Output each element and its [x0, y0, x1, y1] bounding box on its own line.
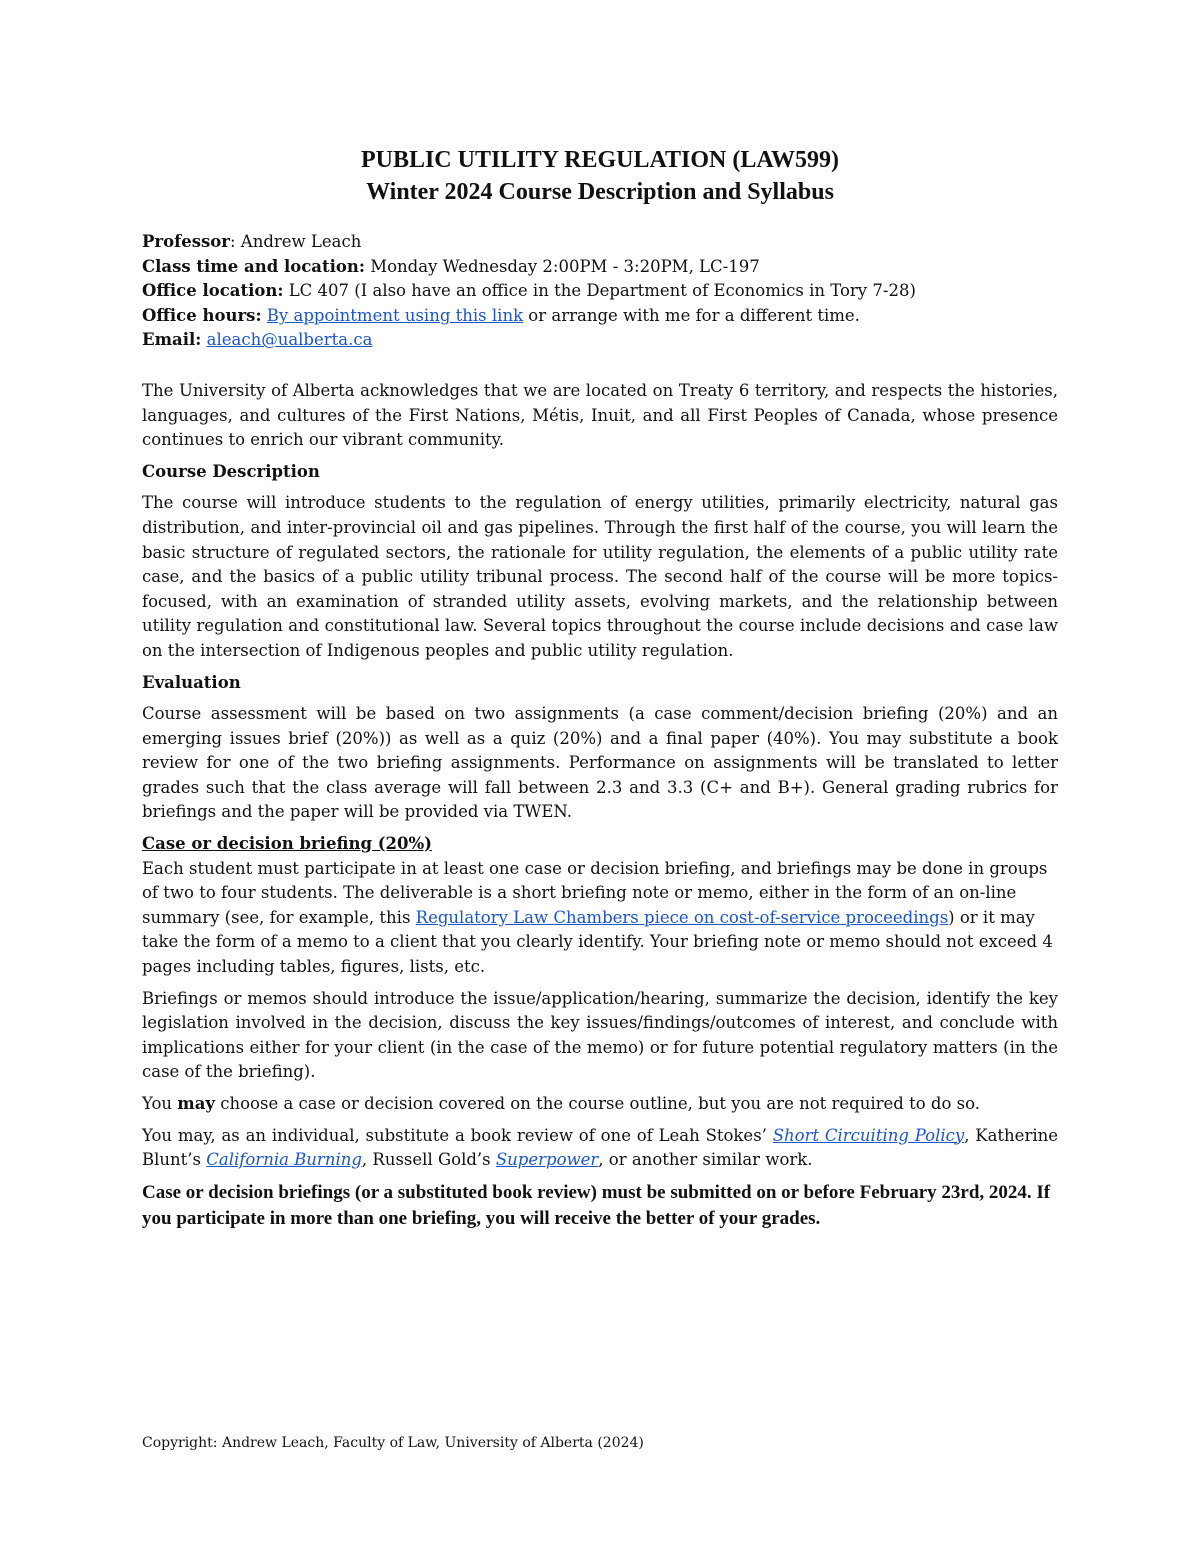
office-hours-link[interactable]: By appointment using this link — [266, 305, 524, 325]
briefing-p4-after: , or another similar work. — [598, 1150, 813, 1170]
email-link[interactable]: aleach@ualberta.ca — [206, 330, 373, 350]
briefing-p1-after: ) or it may take the form of a memo to a client that you clearly identify. Your briefing note or memo should not exceed 4 pages including tables, figures, lists, etc. — [142, 907, 1053, 977]
office-location-line — [142, 279, 1058, 304]
course-description-heading: Course Description — [142, 461, 320, 481]
briefing-deadline: Case or decision briefings (or a substituted book review) must be submitted on or before February 23rd, 2024. If you participate in more than one briefing, you will receive the better of your grades. — [142, 1181, 1051, 1229]
briefing-paragraph-3 — [142, 1092, 1058, 1117]
briefing-paragraph-1 — [142, 857, 1058, 980]
professor-label: Professor — [142, 232, 230, 251]
briefing-p4-before: You may, as an individual, substitute a book review of one of Leah Stokes’ — [142, 1125, 773, 1145]
briefing-p3-bold: may — [177, 1094, 216, 1113]
regulatory-law-chambers-link[interactable]: Regulatory Law Chambers piece on cost-of-service proceedings — [415, 907, 949, 927]
email-line — [142, 328, 1058, 353]
professor-line — [142, 230, 1058, 255]
briefing-heading: Case or decision briefing (20%) — [142, 834, 432, 854]
class-time-value: Monday Wednesday 2:00PM - 3:20PM, LC-197 — [364, 256, 760, 276]
office-location-value: LC 407 (I also have an office in the Department of Economics in Tory 7-28) — [283, 281, 916, 301]
evaluation-text: Course assessment will be based on two assignments (a case comment/decision briefing (20%) and an emerging issues brief (20%)) as well as a quiz (20%) and a final paper (40%). You may substitute a book review for one of the two briefing assignments. Performance on assignments will be translated to letter grades such that the class average will fall between 2.3 and 3.3 (C+ and B+). General grading rubrics for briefings and the paper will be provided via TWEN. — [142, 704, 1058, 822]
office-hours-suffix: or arrange with me for a different time. — [523, 305, 860, 325]
professor-value: : Andrew Leach — [229, 232, 362, 251]
superpower-link[interactable]: Superpower — [495, 1150, 599, 1170]
email-label: Email: — [142, 330, 202, 350]
office-hours-label: Office hours: — [142, 305, 262, 325]
briefing-p4-mid2: , Russell Gold’s — [361, 1150, 496, 1170]
land-acknowledgement: The University of Alberta acknowledges that we are located on Treaty 6 territory, and respects the histories, languages, and cultures of the First Nations, Métis, Inuit, and all First Peoples of Canada, whose presence continues to enrich our vibrant community. — [142, 380, 1058, 450]
copyright-footer: Copyright: Andrew Leach, Faculty of Law, University of Alberta (2024) — [142, 1435, 644, 1451]
class-time-line — [142, 255, 1058, 280]
class-time-label: Class time and location: — [142, 256, 365, 276]
title-line-1: PUBLIC UTILITY REGULATION (LAW599) — [360, 147, 840, 173]
briefing-p1-before: Each student must participate in at least one case or decision briefing, and briefings may be done in groups of two to four students. The deliverable is a short briefing note or memo, either in the form of an on-line summary (see, for example, this — [142, 858, 1048, 927]
document-title — [0, 144, 1200, 208]
course-description-text: The course will introduce students to the regulation of energy utilities, primarily electricity, natural gas distribution, and inter-provincial oil and gas pipelines. Through the first half of the course, you will learn the basic structure of regulated sectors, the rationale for utility regulation, the elements of a public utility rate case, and the basics of a public utility tribunal process. The second half of the course will be more topics-focused, with an examination of stranded utility assets, evolving markets, and the relationship between utility regulation and constitutional law. Several topics throughout the course include decisions and case law on the intersection of Indigenous peoples and public utility regulation. — [142, 493, 1058, 660]
office-location-label: Office location: — [142, 281, 284, 301]
briefing-p4-mid1: , Katherine Blunt’s — [142, 1125, 1059, 1170]
california-burning-link[interactable]: California Burning — [206, 1150, 362, 1170]
briefing-paragraph-4 — [142, 1124, 1058, 1173]
short-circuiting-policy-link[interactable]: Short Circuiting Policy — [772, 1125, 965, 1145]
title-line-2: Winter 2024 Course Description and Syllabus — [366, 179, 834, 205]
briefing-p3-after: choose a case or decision covered on the course outline, but you are not required to do so. — [215, 1094, 981, 1113]
briefing-p3-before: You — [142, 1094, 178, 1113]
evaluation-heading: Evaluation — [142, 672, 241, 692]
office-hours-line — [142, 304, 1058, 329]
briefing-paragraph-2: Briefings or memos should introduce the issue/application/hearing, summarize the decision, identify the key legislation involved in the decision, discuss the key issues/findings/outcomes of interest, and conclude with implications either for your client (in the case of the memo) or for future potential regulatory matters (in the case of the briefing). — [142, 988, 1058, 1082]
document-body — [142, 230, 1058, 1232]
